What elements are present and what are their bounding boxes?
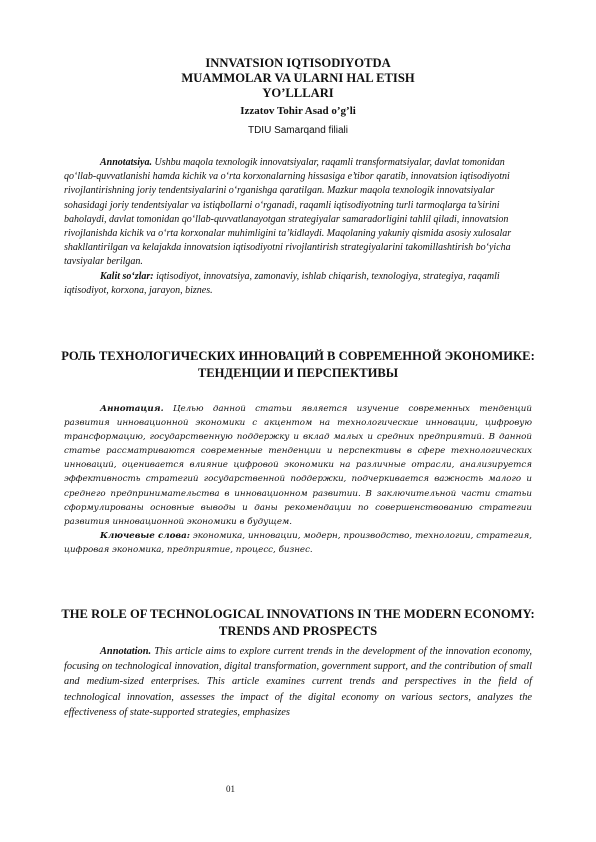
- russian-abstract-paragraph: [64, 402, 532, 529]
- uzbek-title: [60, 56, 536, 101]
- russian-abstract: [64, 402, 532, 557]
- author-affiliation: TDIU Samarqand filiali: [247, 125, 349, 136]
- russian-abstract-label: Аннотация.: [100, 404, 164, 414]
- english-title: THE ROLE OF TECHNOLOGICAL INNOVATIONS IN THE MODERN ECONOMY: TRENDS AND PROSPECTS: [61, 607, 535, 638]
- english-abstract: [64, 644, 532, 720]
- russian-keywords-label: Ключевые слова:: [100, 530, 190, 541]
- author-name: Izzatov Tohir Asad o’g’li: [240, 105, 356, 117]
- russian-keywords-text: экономика, инновации, модерн, производство, технологии, стратегия, цифровая экономика, предприятие, процесс, бизнес.: [64, 530, 533, 555]
- english-abstract-label: Annotation.: [100, 646, 152, 657]
- russian-title: РОЛЬ ТЕХНОЛОГИЧЕСКИХ ИННОВАЦИЙ В СОВРЕМЕННОЙ ЭКОНОМИКЕ: ТЕНДЕНЦИИ И ПЕРСПЕКТИВЫ: [61, 349, 535, 380]
- uzbek-title-line-2: MUAMMOLAR VA ULARNI HAL ETISH: [181, 71, 415, 85]
- uzbek-title-line-1: INNVATSION IQTISODIYOTDA: [205, 56, 391, 70]
- uzbek-keywords-label: Kalit so‘zlar:: [100, 270, 154, 282]
- uzbek-keywords-paragraph: [64, 270, 524, 298]
- uzbek-abstract-paragraph: [64, 156, 524, 270]
- russian-keywords-paragraph: [64, 529, 532, 557]
- uzbek-abstract: [64, 156, 524, 298]
- english-abstract-text: This article aims to explore current trends in the development of the innovation economy, focusing on technological innovation, digital transformation, government support, and the contribution of small and medium-sized enterprises. This article examines current trends and perspectives in the field of technological innovation, assesses the impact of the digital economy on various sectors, analyzes the effectiveness of state-supported strategies, emphasizes: [64, 646, 532, 718]
- uzbek-keywords-text: iqtisodiyot, innovatsiya, zamonaviy, ishlab chiqarish, texnologiya, strategiya, raqamli iqtisodiyot, korxona, jarayon, biznes.: [64, 270, 500, 296]
- english-abstract-paragraph: [64, 644, 532, 720]
- page-number: 01: [226, 784, 235, 794]
- russian-abstract-text: Целью данной статьи является изучение современных тенденций развития инновационной экономики с акцентом на технологические инновации, цифровую трансформацию, государственную поддержку и вклад малых и средних предприятий. В данной статье рассматриваются современные тенденции и перспективы в сфере технологических инноваций, оценивается влияние цифровой экономики на различные отрасли, анализируется эффективность стратегий государственной поддержки, подчеркивается важность малого и среднего предпринимательства в инновационном развитии. В заключительной части статьи сформулированы основные выводы и даны рекомендации по совершенствованию стратегии развития инновационной экономики в будущем.: [64, 404, 532, 527]
- uzbek-abstract-text: Ushbu maqola texnologik innovatsiyalar, raqamli transformatsiyalar, davlat tomonidan qo‘llab-quvvatlanishi hamda kichik va o‘rta korxonalarning hissasiga e’tibor qaratib, innovatsion iqtisodiyotni rivojlantirishning joriy tendentsiyalarini o‘rganishga qaratilgan. Mazkur maqola texnologik innovatsiyalar sohasidagi joriy tendentsiyalar va istiqbollarni o‘rganadi, raqamli iqtisodiyotning turli tarmoqlarga ta’sirini baholaydi, davlat tomonidan qo‘llab-quvvatlanayotgan strategiyalar samaradorligini tahlil qiladi, innovatsion rivojlanishda kichik va o‘rta korxonalar muhimligini ta’kidlaydi. Maqolaning yakuniy qismida asosiy xulosalar shakllantirilgan va kelajakda innovatsion iqtisodiyotni rivojlantirish strategiyalarini takomillashtirish bo‘yicha tavsiyalar berilgan.: [64, 157, 512, 268]
- uzbek-abstract-label: Annotatsiya.: [100, 157, 152, 168]
- uzbek-title-line-3: YO’LLLARI: [262, 86, 334, 100]
